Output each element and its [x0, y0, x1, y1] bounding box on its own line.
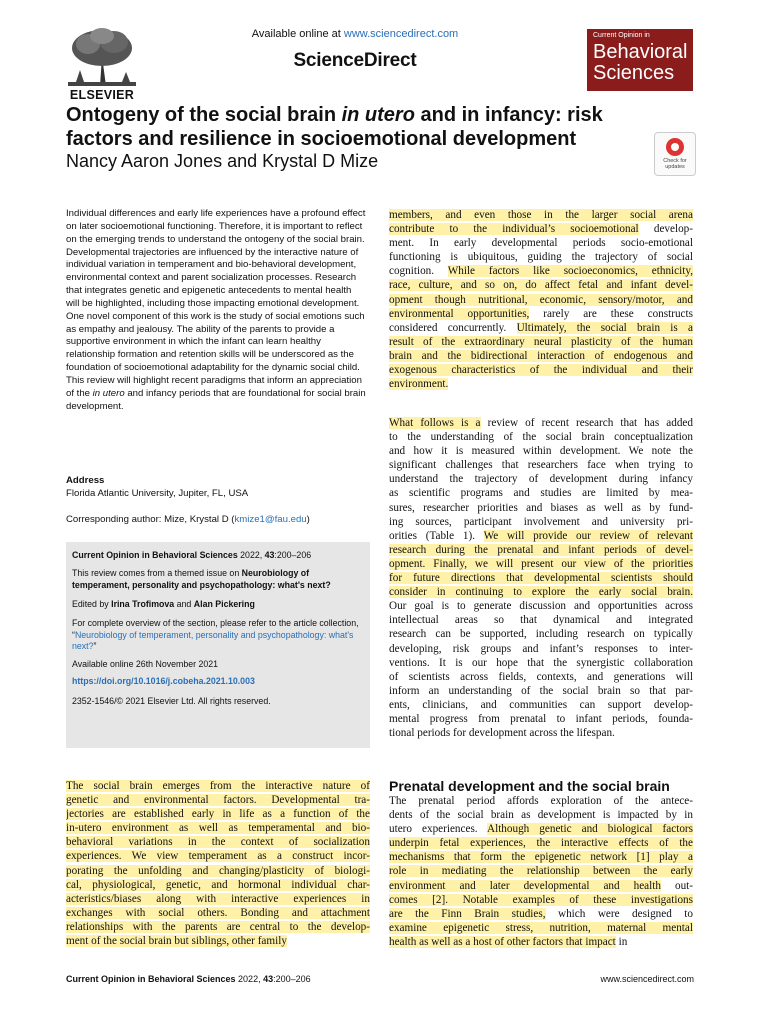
text-line: [389, 501, 693, 515]
highlighted-text: race, culture, and so on, do affect fetal and infant devel-: [389, 279, 693, 292]
highlighted-text: underpin fetal experiences, the interactive effects of the: [389, 837, 693, 850]
journal-badge-small: Current Opinion in: [593, 32, 650, 39]
edited-prefix: Edited by: [72, 599, 112, 609]
text-line: [389, 236, 693, 250]
overview-prefix: For complete overview of the section, please refer to the article collection, “: [72, 618, 359, 640]
journal-cover-badge: [587, 29, 693, 91]
highlighted-text: members, and even those in the larger social arena: [389, 209, 693, 221]
article-title: [66, 103, 646, 151]
plain-text: which were designed to: [545, 907, 693, 920]
highlighted-text: While factors like socioeconomics, ethnicity,: [447, 265, 693, 278]
plain-text: dents of the social brain as development is impacted by in: [389, 809, 693, 822]
journal-badge-line2: Sciences: [593, 62, 675, 84]
publisher-name: ELSEVIER: [69, 88, 135, 102]
intro-line: [66, 835, 370, 849]
plain-text: ment. In early developmental periods socio-emotional: [389, 237, 693, 250]
journal-badge-line1: Behavioral: [593, 41, 688, 63]
plain-text: utero experiences.: [389, 823, 488, 836]
text-line: [389, 515, 693, 529]
text-line: [389, 264, 693, 278]
text-line: [389, 557, 693, 571]
highlighted-text: for future directions that developmental scientists should: [389, 572, 693, 585]
body-paragraph-1: [389, 208, 693, 391]
text-line: [389, 377, 693, 391]
text-line: [389, 486, 693, 500]
text-line: [389, 879, 693, 893]
footer-year: 2022,: [235, 974, 264, 984]
corr-email-link[interactable]: kmize1@fau.edu: [234, 514, 307, 525]
infobox-volume: 43: [264, 550, 275, 560]
text-line: [389, 444, 693, 458]
plain-text: cognition.: [389, 265, 448, 278]
text-line: [389, 907, 693, 921]
highlighted-text: brain and the bidirectional interaction of endogenous and: [389, 349, 693, 362]
text-line: [389, 726, 693, 740]
section-heading: Prenatal development and the social brain: [389, 778, 670, 794]
text-line: [389, 571, 693, 585]
text-line: [389, 698, 693, 712]
text-line: [389, 307, 693, 321]
plain-text: considered concurrently.: [389, 321, 517, 334]
plain-text: orities (Table 1).: [389, 529, 484, 542]
check-for-updates-icon[interactable]: [654, 132, 696, 176]
text-line: [389, 794, 693, 808]
title-part1: Ontogeny of the social brain: [66, 104, 342, 126]
overview-link[interactable]: Neurobiology of temperament, personality and psychopathology: what's next?: [72, 629, 354, 651]
text-line: [389, 458, 693, 472]
intro-line: [66, 906, 370, 920]
text-line: [389, 321, 693, 335]
intro-line: [66, 934, 370, 948]
intro-line: [66, 892, 370, 906]
abstract-italic: in utero: [92, 387, 125, 399]
plain-text: to the understanding of the social brain conceptualization: [389, 431, 693, 444]
plain-text: rarely are these constructs: [529, 307, 693, 320]
issue-prefix: This review comes from a themed issue on: [72, 568, 242, 578]
text-line: [389, 335, 693, 349]
footer-website: www.sciencedirect.com: [600, 974, 694, 984]
highlighted-text: mechanisms that form the epigenetic network [1] play a: [389, 851, 693, 864]
body-paragraph-3: [389, 794, 693, 949]
infobox-available: Available online 26th November 2021: [72, 659, 219, 669]
plain-text: sures, researcher priorities and biases as well as by fund-: [389, 501, 693, 514]
doi-link[interactable]: https://doi.org/10.1016/j.cobeha.2021.10.003: [72, 676, 255, 686]
plain-text: as scientific programs and studies are limited by mea-: [389, 487, 693, 500]
highlighted-text: ment of the social brain but siblings, other family: [66, 935, 287, 948]
highlighted-text: in-utero environment as well as temperamental and bio-: [66, 822, 370, 835]
elsevier-tree-logo: [66, 26, 138, 94]
text-line: [389, 529, 693, 543]
footer-journal: Current Opinion in Behavioral Sciences: [66, 974, 236, 984]
plain-text: and how it is measured within development. We note the: [389, 445, 693, 458]
intro-paragraph: [66, 779, 370, 948]
crossmark-label: Check for updates: [663, 158, 687, 170]
editor-2: Alan Pickering: [193, 599, 255, 609]
plain-text: review of recent research that has added: [480, 417, 693, 429]
text-line: [389, 893, 693, 907]
highlighted-text: Although genetic and biological factors: [487, 823, 693, 836]
plain-text: ing sources, participant involvement and university pri-: [389, 515, 693, 528]
highlighted-text: porating the unfolding and changing/plasticity of biologi-: [66, 864, 370, 877]
address-heading: Address: [66, 475, 105, 486]
infobox-issue: [72, 568, 362, 591]
intro-line: [66, 849, 370, 863]
footer-pages: :200–206: [273, 974, 311, 984]
overview-suffix: ”: [93, 641, 97, 651]
text-line: [389, 670, 693, 684]
text-line: [389, 921, 693, 935]
infobox-pages: :200–206: [274, 550, 312, 560]
infobox-year: 2022,: [237, 550, 265, 560]
highlighted-text: opment. Finally, we will present our view of the priorities: [389, 557, 693, 570]
text-line: [389, 850, 693, 864]
text-line: [389, 808, 693, 822]
highlighted-text: environment and later developmental and health: [389, 879, 661, 892]
text-line: [389, 599, 693, 613]
highlighted-text: acteristics/biases along with interactive experiences in: [66, 892, 370, 905]
plain-text: ents, clinicians, and communities can support develop-: [389, 698, 693, 711]
plain-text: significant challenges that researchers face when trying to: [389, 459, 693, 472]
highlighted-text: result of the extraordinary neural plasticity of the human: [389, 335, 693, 348]
highlighted-text: research during the prenatal and infant periods of devel-: [389, 543, 693, 556]
intro-line: [66, 878, 370, 892]
available-online-line: [200, 28, 510, 40]
text-line: [389, 613, 693, 627]
sciencedirect-link[interactable]: www.sciencedirect.com: [343, 28, 459, 40]
plain-text: understand the trajectory of development during infancy: [389, 473, 693, 486]
edited-and: and: [174, 599, 194, 609]
infobox-editors: [72, 599, 362, 611]
text-line: [389, 822, 693, 836]
journal-badge-title: [593, 42, 688, 84]
text-line: [389, 363, 693, 377]
plain-text: functioning is ubiquitous, guiding the trajectory of social: [389, 251, 693, 264]
article-authors: Nancy Aaron Jones and Krystal D Mize: [66, 151, 379, 171]
highlighted-text: jectories are established early in life as a function of the: [66, 808, 370, 821]
intro-line: [66, 779, 370, 793]
highlighted-text: genetic and environmental factors. Developmental tra-: [66, 794, 370, 807]
highlighted-text: health as well as a host of other factors that impact: [389, 935, 616, 948]
plain-text: out-: [660, 879, 693, 892]
highlighted-text: role in mediating the relationship between the early: [389, 865, 693, 878]
text-line: [389, 642, 693, 656]
highlighted-text: opment though nutritional, economic, sensory/motor, and: [389, 293, 693, 306]
text-line: [389, 278, 693, 292]
infobox-journal: Current Opinion in Behavioral Sciences: [72, 550, 238, 560]
plain-text: of scientists across fields, contexts, and generations will: [389, 670, 693, 683]
highlighted-text: environment.: [389, 378, 449, 391]
plain-text: develop-: [638, 223, 693, 236]
highlighted-text: We will provide our review of relevant: [483, 529, 693, 542]
highlighted-text: relationships with the parents are central to the develop-: [66, 920, 370, 933]
text-line: [389, 472, 693, 486]
text-line: [389, 222, 693, 236]
abstract-part1: Individual differences and early life experiences have a profound effect on later socioemotional functioning. Therefore, it is important to reflect on the emerging trends to understand the ontogeny of the social brain. Developmental trajectories are influenced by the interactive nature of individual variation in temperament and bio-behavioral development, environmental context and parent socialization processes. Research that integrates genetic and epigenetic antecedents to mental health will be highlighted, including those impacting emotional development. One novel component of this work is the study of social emotions such as empathy and jealousy. The ability of the parents to provide a supportive environment in which the infant can learn healthy relationship formation and retention skills will be underscored as the foundation of socioemotional adaptability for the dynamic social child. This review will highlight recent paradigms that inform an appreciation of the: [66, 208, 366, 399]
title-part2: and in infancy: risk factors and resilience in socioemotional development: [66, 104, 603, 150]
highlighted-text: consider in continuing to explore the early social brain.: [389, 586, 693, 599]
highlighted-text: examine epigenetic stress, nutrition, maternal mental: [389, 921, 693, 934]
infobox-overview: [72, 618, 362, 653]
intro-line: [66, 821, 370, 835]
intro-line: [66, 807, 370, 821]
highlighted-text: behavioral variations in the context of socialization: [66, 836, 370, 849]
text-line: [389, 935, 693, 949]
text-line: [389, 416, 693, 430]
available-prefix: Available online at: [251, 28, 344, 40]
abstract: [66, 208, 366, 414]
corr-suffix: ): [306, 514, 310, 525]
highlighted-text: environmental opportunities,: [389, 307, 530, 320]
editor-1: Irina Trofimova: [111, 599, 175, 609]
highlighted-text: comes [2]. Notable examples of these investigations: [389, 893, 693, 906]
text-line: [389, 250, 693, 264]
body-paragraph-2: [389, 416, 693, 740]
highlighted-text: experiences. We view temperament as a construct incor-: [66, 850, 370, 863]
text-line: [389, 349, 693, 363]
corresponding-author: [66, 514, 310, 525]
intro-line: [66, 920, 370, 934]
highlighted-text: exogenous characteristics of the individual and their: [389, 364, 693, 377]
text-line: [389, 656, 693, 670]
text-line: [389, 836, 693, 850]
infobox-doi-wrap: [72, 676, 362, 688]
plain-text: intellectual areas so that dynamical and integrated: [389, 614, 693, 627]
plain-text: The prenatal period affords exploration of the antece-: [389, 795, 693, 807]
highlighted-text: Ultimately, the social brain is a: [516, 321, 693, 334]
text-line: [389, 208, 693, 222]
title-italic: in utero: [341, 104, 415, 126]
article-info-box: [66, 542, 370, 748]
text-line: [389, 293, 693, 307]
issue-title: Neurobiology of temperament, personality and psychopathology: what's next?: [72, 568, 331, 590]
intro-line: [66, 864, 370, 878]
text-line: [389, 712, 693, 726]
text-line: [389, 627, 693, 641]
highlighted-text: exchanges with social others. Bonding and attachment: [66, 906, 370, 919]
plain-text: tional periods for development across the lifespan.: [389, 727, 615, 740]
plain-text: in: [615, 935, 628, 948]
plain-text: ventions. It is our hope that the synergistic collaboration: [389, 656, 693, 669]
plain-text: inform an understanding of the social brain so that par-: [389, 684, 693, 697]
infobox-citation: [72, 550, 362, 562]
text-line: [389, 684, 693, 698]
plain-text: research can be supported, including research on typically: [389, 628, 693, 641]
infobox-copyright: 2352-1546/© 2021 Elsevier Ltd. All rights reserved.: [72, 696, 271, 706]
plain-text: mental progress from prenatal to infant periods, founda-: [389, 712, 693, 725]
abstract-part2: and infancy periods that are foundational for social brain development.: [66, 387, 366, 412]
text-line: [389, 430, 693, 444]
highlighted-text: contribute to the individual’s socioemotional: [389, 223, 639, 236]
highlighted-text: What follows is a: [389, 417, 481, 429]
highlighted-text: are the Finn Brain studies,: [389, 907, 546, 920]
plain-text: developing, risk groups and infant’s responses to inter-: [389, 642, 693, 655]
highlighted-text: The social brain emerges from the interactive nature of: [66, 780, 370, 792]
plain-text: Our goal is to generate discussion and opportunities across: [389, 600, 693, 613]
footer-volume: 43: [263, 974, 274, 984]
intro-line: [66, 793, 370, 807]
text-line: [389, 864, 693, 878]
address-text: Florida Atlantic University, Jupiter, FL, USA: [66, 488, 249, 499]
highlighted-text: cal, physiological, genetic, and hormonal individual char-: [66, 878, 370, 891]
text-line: [389, 585, 693, 599]
footer-citation: [66, 974, 311, 984]
corr-prefix: Corresponding author: Mize, Krystal D (: [66, 514, 235, 525]
text-line: [389, 543, 693, 557]
sciencedirect-title: ScienceDirect: [293, 50, 417, 71]
